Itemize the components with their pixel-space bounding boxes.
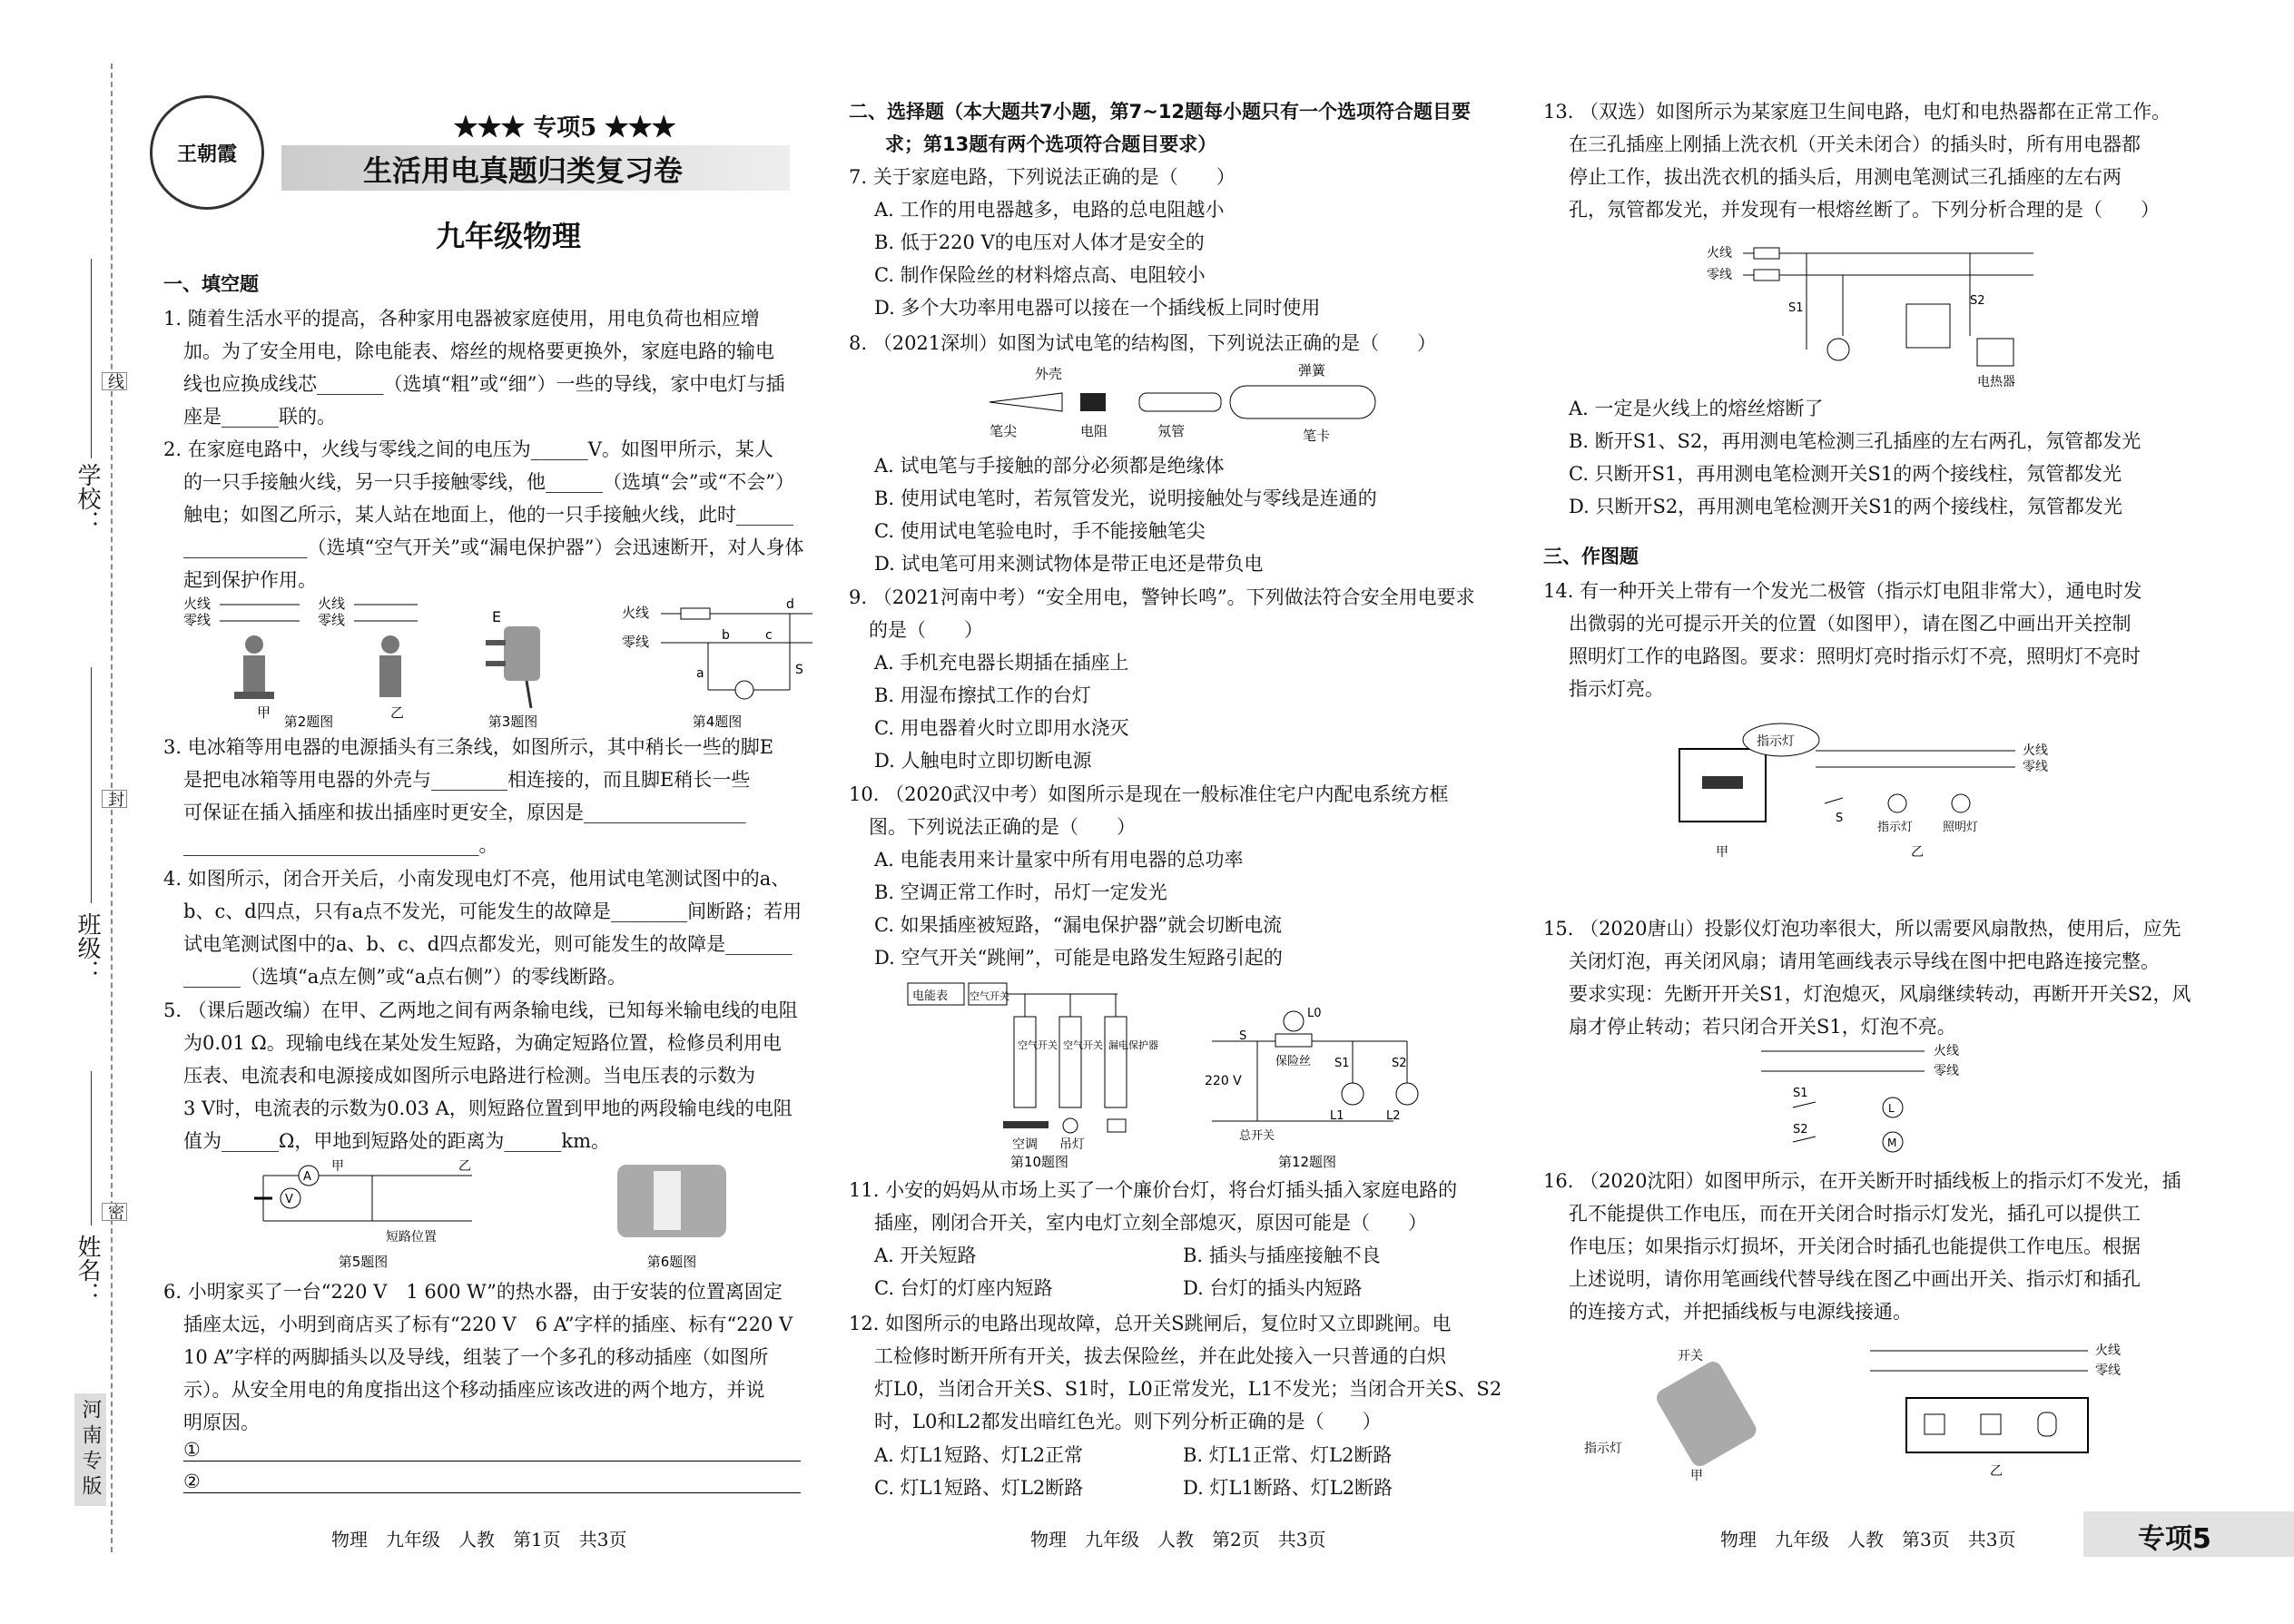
- svg-text:第10题图: 第10题图: [1009, 1154, 1069, 1170]
- svg-text:V: V: [285, 1193, 293, 1206]
- q5: 5. （课后题改编）在甲、乙两地之间有两条输电线，已知每米输电线的电阻 为0.01 Ω。现输电线在某处发生短路，为确定短路位置，检修员利用电 压表、电流表和电源接成如图所示电路进行检测。当电压表的示数为 3 V时，电流表的示数为0.03 A，则短路位置到甲地的两段输电线的电阻 值为______Ω，甲地到短路处的距离为______km。: [163, 999, 798, 1152]
- svg-text:吊灯: 吊灯: [1059, 1137, 1085, 1152]
- section-fill-in: 一、填空题: [163, 273, 259, 295]
- svg-text:第4题图: 第4题图: [692, 714, 743, 730]
- q1: 1. 随着生活水平的提高，各种家用电器被家庭使用，用电负荷也相应增 加。为了安全用电，除电能表、熔丝的规格要更换外，家庭电路的输电 线也应换成线芯_______（选填“粗”或“细”）一些的导线，家中电灯与插 座是______联的。: [163, 308, 785, 428]
- svg-text:乙: 乙: [390, 704, 405, 721]
- svg-text:S1: S1: [1793, 1087, 1808, 1100]
- svg-text:220 V: 220 V: [1205, 1074, 1242, 1088]
- section-choice: 二、选择题（本大题共7小题，第7~12题每小题只有一个选项符合题目要 求；第13题有两个选项符合题目要求）: [849, 101, 1472, 155]
- svg-text:L1: L1: [1330, 1109, 1344, 1123]
- figure-13: [1543, 231, 2233, 390]
- svg-text:甲: 甲: [331, 1159, 344, 1174]
- svg-text:乙: 乙: [1911, 845, 1924, 860]
- svg-text:火线: 火线: [1934, 1044, 1959, 1058]
- svg-text:短路位置: 短路位置: [386, 1230, 437, 1245]
- svg-text:电热器: 电热器: [1977, 375, 2015, 389]
- page-title: 生活用电真题归类复习卷: [363, 153, 684, 188]
- q15: 15. （2020唐山）投影仪灯泡功率很大，所以需要风扇散热，使用后，应先 关闭灯泡，再关闭风扇；请用笔画线表示导线在图中把电路连接完整。 要求实现：先断开开关S1，灯泡熄灭，风扇继续转动，再断开开关S2，风 扇才停止转动；若只闭合开关S1，灯泡不亮。: [1543, 918, 2191, 1038]
- q8: 8. （2021深圳）如图为试电笔的结构图，下列说法正确的是（ ）: [849, 332, 1437, 354]
- svg-text:总开关: 总开关: [1239, 1129, 1275, 1143]
- svg-text:第5题图: 第5题图: [338, 1254, 389, 1270]
- footer-page-2: 物理 九年级 人教 第2页 共3页: [1030, 1529, 1326, 1550]
- svg-text:a: a: [696, 666, 704, 681]
- svg-text:指示灯: 指示灯: [1757, 734, 1795, 749]
- school-label: 学校：: [74, 463, 101, 534]
- figure-15: [1543, 1035, 2233, 1162]
- class-label: 班级：: [74, 912, 101, 983]
- svg-text:b: b: [722, 628, 730, 643]
- svg-text:指示灯: 指示灯: [1584, 1442, 1622, 1456]
- svg-text:火线: 火线: [318, 595, 346, 612]
- q16: 16. （2020沈阳）如图甲所示，在开关断开时插线板上的指示灯不发光，插 孔不能提供工作电压，而在开关闭合时指示灯发光，插孔可以提供工 作电压；如果指示灯损坏，开关闭合时插孔也能提供工作电压。根据 上述说明，请你用笔画线代替导线在图乙中画出开关、指示灯和插孔 的连接方式，并把插线板与电源线接通。: [1543, 1170, 2181, 1323]
- svg-text:空气开关: 空气开关: [1063, 1039, 1103, 1051]
- svg-text:S1: S1: [1788, 301, 1804, 315]
- svg-text:空调: 空调: [1012, 1137, 1038, 1152]
- name-label: 姓名：: [74, 1235, 101, 1305]
- svg-text:空气开关: 空气开关: [970, 990, 1009, 1002]
- svg-text:第6题图: 第6题图: [646, 1254, 697, 1270]
- svg-text:M: M: [1887, 1137, 1897, 1149]
- special-label: ★★★ 专项5 ★★★: [454, 114, 676, 142]
- svg-text:S: S: [1239, 1029, 1247, 1043]
- svg-text:火线: 火线: [2023, 743, 2048, 758]
- svg-text:d: d: [786, 597, 794, 612]
- figure-8: [849, 359, 1502, 449]
- section-drawing: 三、作图题: [1543, 546, 1639, 567]
- svg-text:L2: L2: [1386, 1109, 1401, 1123]
- q10: 10. （2020武汉中考）如图所示是现在一般标准住宅户内配电系统方框 图。下列说法正确的是（ ） A. 电能表用来计量家中所有用电器的总功率 B. 空调正常工作时，吊灯一定发光 C. 如果插座被短路，“漏电保护器”就会切断电流 D. 空气开关“跳闸”，可能是电路发生短路引起的: [849, 783, 1449, 969]
- logo: [150, 95, 264, 210]
- svg-text:空气开关: 空气开关: [1018, 1039, 1058, 1051]
- figures-10-12: [849, 976, 1502, 1171]
- svg-text:笔卡: 笔卡: [1303, 428, 1331, 444]
- svg-text:弹簧: 弹簧: [1298, 362, 1326, 379]
- figures-2-3-4: [163, 590, 812, 735]
- figure-16: [1543, 1334, 2233, 1489]
- svg-text:电能表: 电能表: [912, 989, 949, 1003]
- q7: 7. 关于家庭电路，下列说法正确的是（ ） A. 工作的用电器越多，电路的总电阻越小 B. 低于220 V的电压对人体才是安全的 C. 制作保险丝的材料熔点高、电阻较小 D. 多个大功率用电器可以接在一个插线板上同时使用: [849, 166, 1321, 319]
- svg-text:火线: 火线: [622, 605, 650, 621]
- figure-14: [1543, 713, 2233, 867]
- svg-text:甲: 甲: [1716, 845, 1728, 860]
- svg-text:甲: 甲: [257, 704, 271, 721]
- q4: 4. 如图所示，闭合开关后，小南发现电灯不亮，他用试电笔测试图中的a、 b、c、d四点，只有a点不发光，可能发生的故障是________间断路；若用 试电笔测试图中的a、b、c、d四点都发光，则可能发生的故障是_______ ______（选填“a点左侧”或“a点右侧”）的零线断路。: [163, 868, 802, 988]
- footer-page-1: 物理 九年级 人教 第1页 共3页: [331, 1529, 627, 1550]
- svg-text:笔尖: 笔尖: [989, 423, 1018, 439]
- svg-text:S2: S2: [1970, 294, 1985, 308]
- svg-text:漏电保护器: 漏电保护器: [1108, 1039, 1158, 1051]
- q2: 2. 在家庭电路中，火线与零线之间的电压为______V。如图甲所示，某人 的一只手接触火线，另一只手接触零线，他______（选填“会”或“不会”） 触电；如图乙所示，某人站在地面上，他的一只手接触火线，此时______ _____________（选填“空气开关”或“漏电保护器”）会迅速断开，对人身体 起到保护作用。: [163, 438, 804, 591]
- svg-text:指示灯: 指示灯: [1877, 821, 1914, 834]
- svg-text:外壳: 外壳: [1035, 366, 1063, 382]
- q11: 11. 小安的妈妈从市场上买了一个廉价台灯，将台灯插头插入家庭电路的 插座，刚闭合开关，室内电灯立刻全部熄灭，原因可能是（ ）: [849, 1179, 1458, 1234]
- svg-text:零线: 零线: [622, 634, 650, 650]
- answer-blank-2[interactable]: ②: [183, 1471, 801, 1493]
- svg-text:A: A: [303, 1170, 311, 1184]
- svg-text:第2题图: 第2题图: [283, 714, 334, 730]
- svg-text:氖管: 氖管: [1157, 423, 1186, 439]
- svg-text:火线: 火线: [183, 595, 212, 612]
- svg-text:E: E: [492, 608, 502, 625]
- answer-blank-1[interactable]: ①: [183, 1439, 801, 1462]
- q13: 13. （双选）如图所示为某家庭卫生间电路，电灯和电热器都在正常工作。 在三孔插座上刚插上洗衣机（开关未闭合）的插头时，所有用电器都 停止工作，拔出洗衣机的插头后，用测电笔测试三孔插座的左右两 孔，氖管都发光，并发现有一根熔丝断了。下列分析合理的是（ ）: [1543, 101, 2171, 221]
- svg-text:保险丝: 保险丝: [1275, 1055, 1312, 1068]
- svg-text:零线: 零线: [2023, 760, 2048, 774]
- q8-options: A. 试电笔与手接触的部分必须都是绝缘体 B. 使用试电笔时，若氖管发光，说明接触处与零线是连通的 C. 使用试电笔验电时，手不能接触笔尖 D. 试电笔可用来测试物体是带正电还是带负电: [874, 455, 1377, 575]
- logo-text: 王朝霞: [176, 142, 237, 166]
- q14: 14. 有一种开关上带有一个发光二极管（指示灯电阻非常大），通电时发 出微弱的光可提示开关的位置（如图甲），请在图乙中画出开关控制 照明灯工作的电路图。要求：照明灯亮时指示灯不亮，照明灯不亮时 指示灯亮。: [1543, 580, 2142, 700]
- svg-text:L: L: [1888, 1102, 1895, 1115]
- svg-text:S2: S2: [1392, 1057, 1407, 1070]
- corner-label: 专项5: [2138, 1523, 2211, 1555]
- svg-text:第12题图: 第12题图: [1277, 1154, 1337, 1170]
- svg-text:L0: L0: [1307, 1007, 1322, 1020]
- q13-options: A. 一定是火线上的熔丝熔断了 B. 断开S1、S2，再用测电笔检测三孔插座的左右两孔，氖管都发光 C. 只断开S1，再用测电笔检测开关S1的两个接线柱，氖管都发光 D. 只断开S2，再用测电笔检测开关S1的两个接线柱，氖管都发光: [1569, 398, 2141, 517]
- svg-text:火线: 火线: [2095, 1343, 2121, 1358]
- svg-text:零线: 零线: [183, 612, 212, 628]
- svg-text:零线: 零线: [1934, 1064, 1959, 1078]
- svg-text:照明灯: 照明灯: [1943, 821, 1979, 834]
- svg-text:火线: 火线: [1707, 246, 1732, 261]
- svg-text:S2: S2: [1793, 1123, 1808, 1137]
- mi-mark: 密: [102, 1203, 127, 1221]
- svg-text:电阻: 电阻: [1080, 423, 1108, 439]
- edition-badge: 河南专版: [74, 1393, 106, 1506]
- q9: 9. （2021河南中考）“安全用电，警钟长鸣”。下列做法符合安全用电要求 的是（ ） A. 手机充电器长期插在插座上 B. 用湿布擦拭工作的台灯 C. 用电器着火时立即用水浇灭 D. 人触电时立即切断电源: [849, 586, 1475, 772]
- seal-mark: 封: [102, 790, 127, 808]
- q12: 12. 如图所示的电路出现故障，总开关S跳闸后，复位时又立即跳闸。电 工检修时断开所有开关，拔去保险丝，并在此处接入一只普通的白炽 灯L0，当闭合开关S、S1时，L0正常发光，L1不发光；当闭合开关S、S2 时，L0和L2都发出暗红色光。则下列分析正确的是（ ）: [849, 1313, 1502, 1432]
- figures-5-6: [163, 1157, 812, 1275]
- svg-text:甲: 甲: [1690, 1469, 1703, 1483]
- line-mark: 线: [102, 372, 127, 390]
- svg-text:S1: S1: [1334, 1057, 1350, 1070]
- svg-text:零线: 零线: [2095, 1363, 2121, 1378]
- svg-text:c: c: [765, 628, 773, 643]
- svg-text:S: S: [1836, 812, 1844, 825]
- q6: 6. 小明家买了一台“220 V 1 600 W”的热水器，由于安装的位置离固定 插座太远，小明到商店买了标有“220 V 6 A”字样的插座、标有“220 V 10 A”字样的两脚插头以及导线，组装了一个多孔的移动插座（如图所 示）。从安全用电的角度指出这个移动插座应该改进的两个地方，并说 明原因。: [163, 1281, 793, 1433]
- svg-text:乙: 乙: [1990, 1464, 2003, 1479]
- svg-text:零线: 零线: [1707, 268, 1732, 282]
- q3: 3. 电冰箱等用电器的电源插头有三条线，如图所示，其中稍长一些的脚E 是把电冰箱等用电器的外壳与________相连接的，而且脚E稍长一些 可保证在插入插座和拔出插座时更安全，原因是_________________ _______________________________。: [163, 736, 774, 856]
- svg-text:开关: 开关: [1678, 1349, 1703, 1363]
- svg-text:S: S: [795, 663, 803, 677]
- svg-text:零线: 零线: [318, 612, 346, 628]
- footer-page-3: 物理 九年级 人教 第3页 共3页: [1720, 1529, 2016, 1550]
- page-subtitle: 九年级物理: [436, 219, 582, 253]
- svg-text:乙: 乙: [458, 1159, 471, 1174]
- svg-text:第3题图: 第3题图: [487, 714, 538, 730]
